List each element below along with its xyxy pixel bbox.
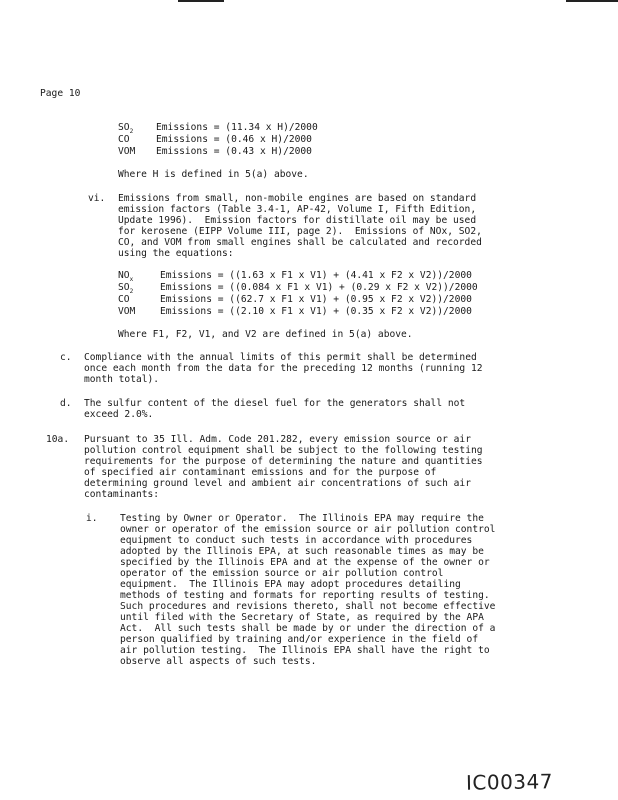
paragraph-line: owner or operator of the emission source or air pollution control bbox=[120, 524, 496, 535]
equation-row-vom bbox=[118, 306, 472, 317]
paragraph-line: pollution control equipment shall be subject to the following testing bbox=[84, 445, 483, 456]
item-c-label: c. bbox=[60, 352, 72, 363]
paragraph-line: Update 1996). Emission factors for distillate oil may be used bbox=[118, 215, 477, 226]
pollutant-label: $SO_2$ bbox=[118, 282, 134, 295]
item-d-paragraph bbox=[84, 398, 465, 420]
paragraph-line: exceed 2.0%. bbox=[84, 409, 154, 420]
item-i-paragraph bbox=[120, 513, 495, 667]
item-d-label: d. bbox=[60, 398, 72, 409]
equation-row-co bbox=[118, 294, 472, 305]
paragraph-line: air pollution testing. The Illinois EPA shall have the right to bbox=[120, 645, 490, 656]
vi-where-note: Where F1, F2, V1, and V2 are defined in 5(a) above. bbox=[118, 329, 413, 340]
paragraph-line: adopted by the Illinois EPA, at such reasonable times as may be bbox=[120, 546, 484, 557]
paragraph-line: specified by the Illinois EPA and at the expense of the owner or bbox=[120, 557, 490, 568]
paragraph-line: Pursuant to 35 Ill. Adm. Code 201.282, every emission source or air bbox=[84, 434, 471, 445]
item-i-label: i. bbox=[86, 513, 98, 524]
emission-equation: Emissions = (11.34 x H)/2000 bbox=[156, 122, 318, 133]
pollutant-label: $SO_2$ bbox=[118, 122, 134, 135]
paragraph-line: observe all aspects of such tests. bbox=[120, 656, 317, 667]
paragraph-line: determining ground level and ambient air concentrations of such air bbox=[84, 478, 471, 489]
top-where-note: Where H is defined in 5(a) above. bbox=[118, 169, 309, 180]
paragraph-line: emission factors (Table 3.4-1, AP-42, Volume I, Fifth Edition, bbox=[118, 204, 477, 215]
paragraph-line: Such procedures and revisions thereto, shall not become effective bbox=[120, 601, 496, 612]
emission-equation: Emissions = (0.43 x H)/2000 bbox=[156, 146, 312, 157]
pollutant-label: VOM bbox=[118, 146, 136, 157]
paragraph-line: CO, and VOM from small engines shall be calculated and recorded bbox=[118, 237, 482, 248]
pollutant-label: CO bbox=[118, 294, 130, 305]
paragraph-line: for kerosene (EIPP Volume III, page 2). Emissions of NOx, SO2, bbox=[118, 226, 482, 237]
item-10a-label: 10a. bbox=[46, 434, 70, 445]
emission-equation: Emissions = ((2.10 x F1 x V1) + (0.35 x F2 x V2))/2000 bbox=[160, 306, 472, 317]
handwritten-document-number: IC00347 bbox=[465, 769, 554, 795]
paragraph-line: equipment to conduct such tests in accordance with procedures bbox=[120, 535, 473, 546]
paragraph-line: equipment. The Illinois EPA may adopt procedures detailing bbox=[120, 579, 461, 590]
item-vi-paragraph bbox=[118, 193, 482, 259]
paragraph-line: Testing by Owner or Operator. The Illinois EPA may require the bbox=[120, 513, 484, 524]
paragraph-line: requirements for the purpose of determining the nature and quantities bbox=[84, 456, 483, 467]
pollutant-label: VOM bbox=[118, 306, 136, 317]
paragraph-line: using the equations: bbox=[118, 248, 234, 259]
item-10a-paragraph bbox=[84, 434, 483, 500]
emission-equation: Emissions = (0.46 x H)/2000 bbox=[156, 134, 312, 145]
paragraph-line: operator of the emission source or air pollution control bbox=[120, 568, 444, 579]
item-vi-label: vi. bbox=[88, 193, 106, 204]
emission-equation: Emissions = ((1.63 x F1 x V1) + (4.41 x F2 x V2))/2000 bbox=[160, 270, 472, 281]
paragraph-line: Emissions from small, non-mobile engines are based on standard bbox=[118, 193, 477, 204]
page-label: Page 10 bbox=[40, 88, 81, 99]
paragraph-line: once each month from the data for the preceding 12 months (running 12 bbox=[84, 363, 483, 374]
paragraph-line: until filed with the Secretary of State, as required by the APA bbox=[120, 612, 484, 623]
paragraph-line: month total). bbox=[84, 374, 160, 385]
paragraph-line: The sulfur content of the diesel fuel for the generators shall not bbox=[84, 398, 466, 409]
scan-rule-right bbox=[566, 0, 618, 2]
scan-rule-left bbox=[178, 0, 224, 2]
item-c-paragraph bbox=[84, 352, 483, 385]
paragraph-line: Act. All such tests shall be made by or under the direction of a bbox=[120, 623, 496, 634]
top-emission-row-co bbox=[118, 134, 312, 145]
emission-equation: Emissions = ((62.7 x F1 x V1) + (0.95 x F2 x V2))/2000 bbox=[160, 294, 472, 305]
paragraph-line: contaminants: bbox=[84, 489, 160, 500]
top-emission-row-vom bbox=[118, 146, 312, 157]
pollutant-label: $NO_x$ bbox=[118, 270, 134, 283]
paragraph-line: Compliance with the annual limits of this permit shall be determined bbox=[84, 352, 477, 363]
paragraph-line: methods of testing and formats for reporting results of testing. bbox=[120, 590, 490, 601]
pollutant-label: CO bbox=[118, 134, 130, 145]
paragraph-line: of specified air contaminant emissions and for the purpose of bbox=[84, 467, 437, 478]
paragraph-line: person qualified by training and/or experience in the field of bbox=[120, 634, 479, 645]
emission-equation: Emissions = ((0.084 x F1 x V1) + (0.29 x F2 x V2))/2000 bbox=[160, 282, 478, 293]
